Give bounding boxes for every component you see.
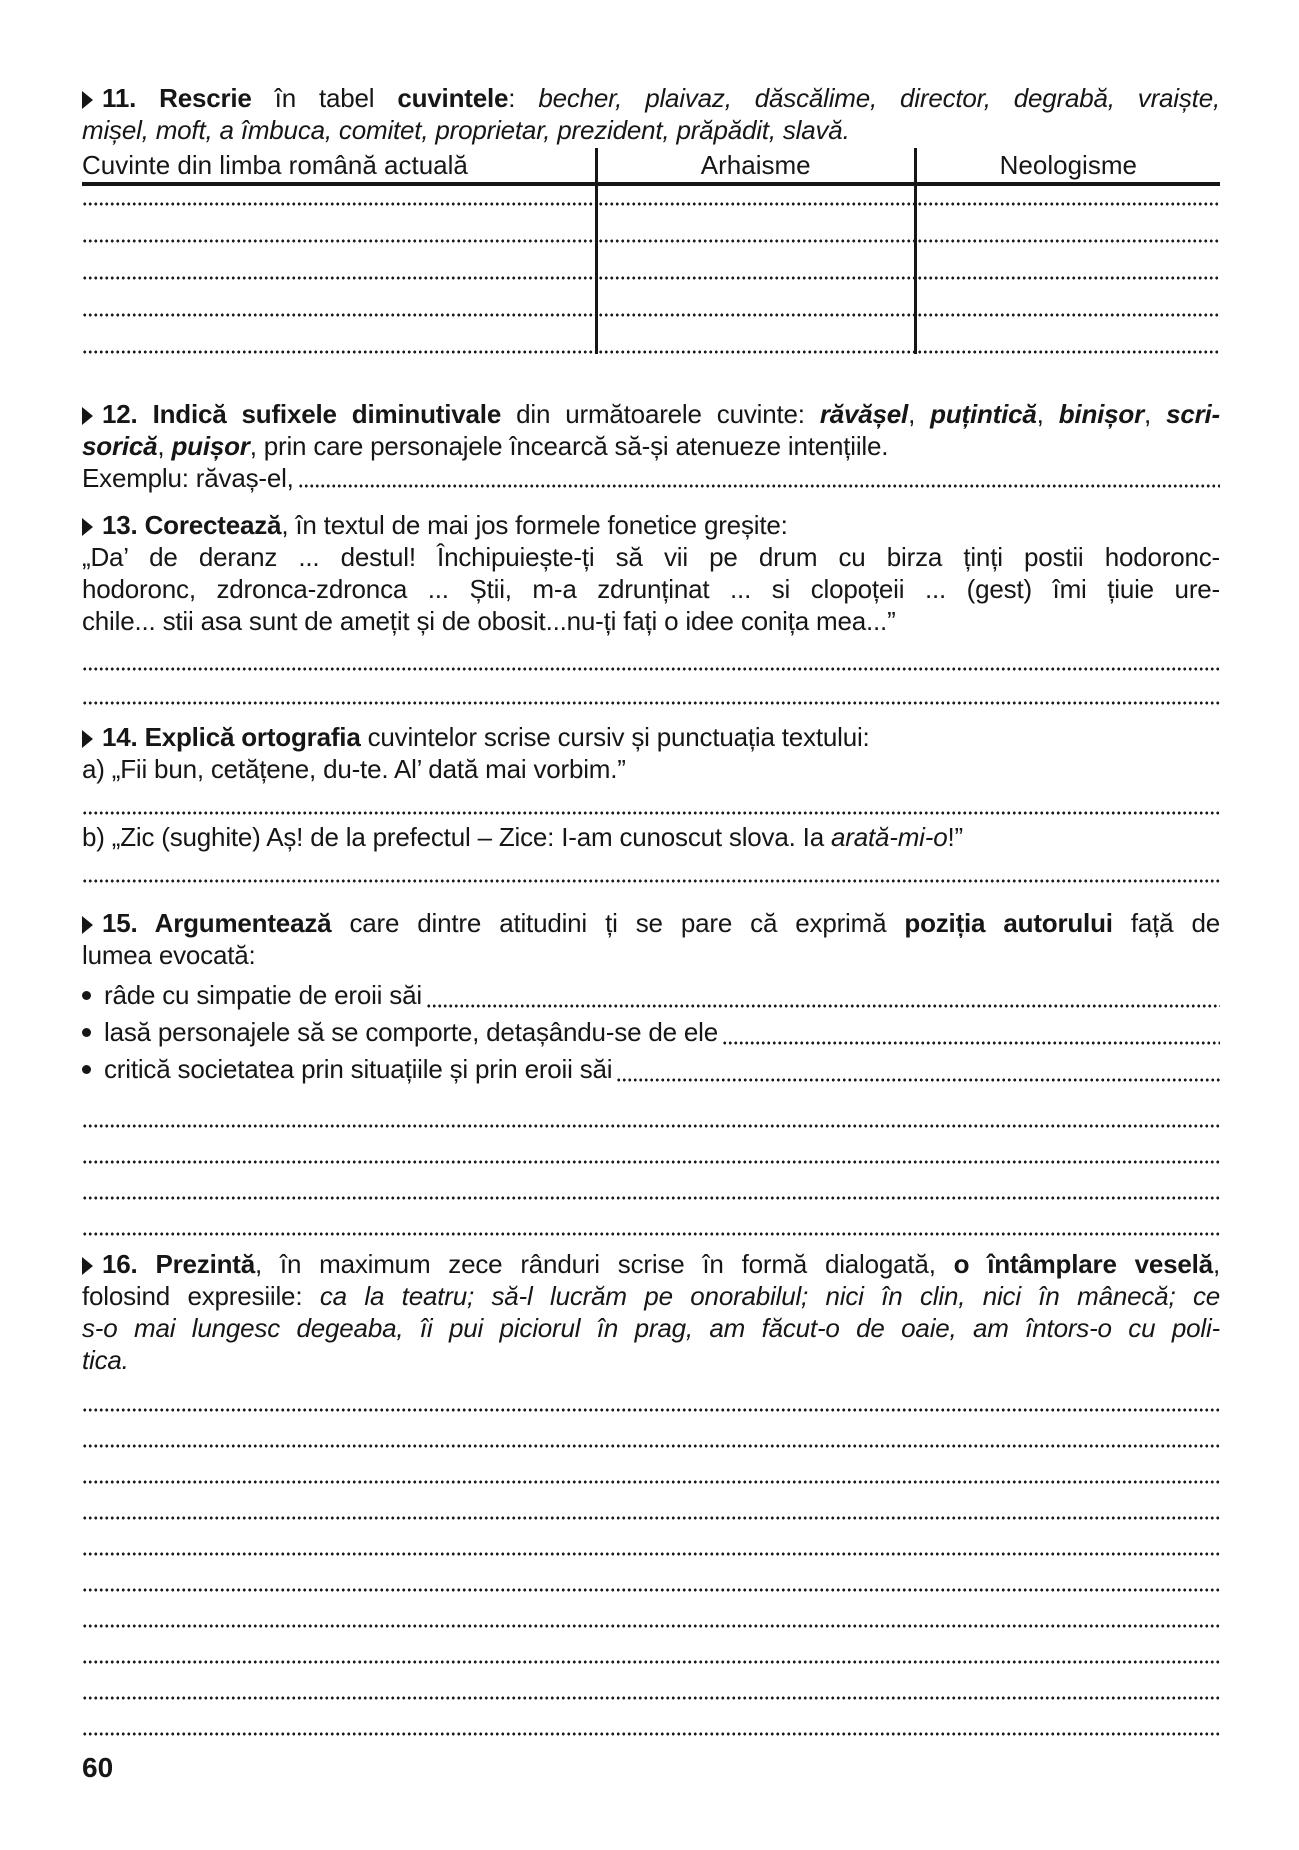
exercise-14-heading xyxy=(82,721,1220,753)
list-item xyxy=(82,1014,1220,1051)
exercise-14-item-a: a) „Fii bun, cetățene, du-te. Al’ dată mai vorbim.” xyxy=(82,754,626,784)
attitude-options xyxy=(82,977,1220,1088)
table-header-neologisms: Neologisme xyxy=(999,150,1137,180)
writing-line xyxy=(82,1412,1220,1448)
exercise-12-example-line xyxy=(82,462,1220,494)
exercise-marker-icon xyxy=(82,91,93,109)
exercise-14-heading-text: 14. Explică ortografia cuvintelor scrise cursiv și punctuația textului: xyxy=(102,722,870,752)
exercise-13-quote-line-3: chile... stii asa sunt de amețit și de obosit...nu-ți fați o idee conița mea...” xyxy=(82,606,896,636)
answer-dot-leader xyxy=(426,977,1220,1014)
example-label: Exemplu: răvaș-el, xyxy=(82,463,294,493)
classification-table xyxy=(82,148,1220,354)
writing-line xyxy=(82,1664,1220,1700)
writing-line xyxy=(82,1700,1220,1736)
table-row xyxy=(82,186,1220,206)
exercise-marker-icon xyxy=(82,407,93,425)
bullet-icon xyxy=(82,1065,91,1074)
exercise-16-line-4: tica. xyxy=(82,1345,129,1375)
exercise-13-quote-line-1: „Da’ de deranz ... destul! Închipuiește-ți să vii pe drum cu birza ținți postii hodoronc- xyxy=(82,542,1220,572)
exercise-16-line-3: s-o mai lungesc degeaba, îi pui piciorul în prag, am făcut-o de oaie, am întors-o cu poli- xyxy=(82,1313,1220,1343)
exercise-13-section xyxy=(82,509,1220,705)
exercise-16-section xyxy=(82,1248,1220,1736)
answer-dot-leader xyxy=(298,462,1220,494)
page-number: 60 xyxy=(82,1752,114,1783)
writing-line xyxy=(82,1556,1220,1592)
table-header-archaisms: Arhaisme xyxy=(595,148,917,182)
exercise-11-intro-line-1 xyxy=(82,82,1220,114)
writing-line xyxy=(82,671,1220,705)
writing-line xyxy=(82,853,1220,883)
writing-line xyxy=(82,1520,1220,1556)
exercise-12-section xyxy=(82,398,1220,494)
writing-line xyxy=(82,1448,1220,1484)
table-row xyxy=(82,317,1220,354)
writing-line xyxy=(82,1484,1220,1520)
writing-line xyxy=(82,1164,1220,1200)
writing-line xyxy=(82,1092,1220,1128)
writing-line xyxy=(82,1628,1220,1664)
exercise-12-text-1: 12. Indică sufixele diminutivale din următoarele cuvinte: răvășel, puțintică, binișor, scri- xyxy=(102,399,1220,429)
exercise-11-section xyxy=(82,82,1220,354)
exercise-14-item-b: b) „Zic (sughite) Aș! de la prefectul – Zice: I-am cunoscut slova. Ia arată-mi-o!” xyxy=(82,822,963,852)
table-header-row xyxy=(82,148,1220,186)
exercise-13-quote-line-2: hodoronc, zdronca-zdronca ... Știi, m-a zdrunținat ... si clopoțeii ... (gest) îmi țiuie ure- xyxy=(82,574,1220,604)
writing-line xyxy=(82,1592,1220,1628)
exercise-14-section xyxy=(82,721,1220,883)
exercise-16-line-1 xyxy=(82,1248,1220,1280)
option-text: critică societatea prin situațiile și prin eroii săi xyxy=(104,1054,613,1084)
exercise-16-line-2: folosind expresiile: ca la teatru; să-l lucrăm pe onorabilul; nici în clin, nici în mânecă; ce xyxy=(82,1281,1220,1311)
answer-lines xyxy=(82,1092,1220,1236)
list-item xyxy=(82,977,1220,1014)
table-row xyxy=(82,206,1220,243)
exercise-13-heading-text: 13. Corectează, în textul de mai jos formele fonetice greșite: xyxy=(102,510,788,540)
list-item xyxy=(82,1051,1220,1088)
writing-line xyxy=(82,1128,1220,1164)
exercise-marker-icon xyxy=(82,518,93,536)
exercise-13-heading xyxy=(82,509,1220,541)
writing-line xyxy=(82,1376,1220,1412)
exercise-11-intro-text-1: 11. Rescrie în tabel cuvintele: becher, plaivaz, dăscălime, director, degrabă, vraiște, xyxy=(102,83,1220,113)
answer-lines xyxy=(82,1376,1220,1736)
answer-dot-leader xyxy=(616,1051,1220,1088)
table-row xyxy=(82,243,1220,280)
exercise-15-section xyxy=(82,907,1220,1236)
exercise-15-line-1 xyxy=(82,907,1220,939)
writing-line xyxy=(82,785,1220,815)
writing-line xyxy=(82,637,1220,671)
bullet-icon xyxy=(82,1028,91,1037)
exercise-15-text-1: 15. Argumentează care dintre atitudini ți se pare că exprimă poziția autorului față de xyxy=(102,908,1220,938)
exercise-11-intro-line-2: mișel, moft, a îmbuca, comitet, proprietar, prezident, prăpădit, slavă. xyxy=(82,115,850,145)
exercise-marker-icon xyxy=(82,730,93,748)
exercise-marker-icon xyxy=(82,916,93,934)
option-text: lasă personajele să se comporte, detașându-se de ele xyxy=(104,1017,718,1047)
exercise-12-line-2: sorică, puișor, prin care personajele încearcă să-și atenueze intențiile. xyxy=(82,431,889,461)
exercise-12-line-1 xyxy=(82,398,1220,430)
bullet-icon xyxy=(82,991,91,1000)
writing-line xyxy=(82,1200,1220,1236)
exercise-15-line-2: lumea evocată: xyxy=(82,940,256,970)
answer-lines xyxy=(82,637,1220,705)
exercise-16-text-1: 16. Prezintă, în maximum zece rânduri scrise în formă dialogată, o întâmplare veselă, xyxy=(102,1249,1220,1279)
option-text: râde cu simpatie de eroii săi xyxy=(104,980,422,1010)
exercise-marker-icon xyxy=(82,1257,93,1275)
table-row xyxy=(82,280,1220,317)
answer-dot-leader xyxy=(722,1014,1220,1051)
table-header-current-words: Cuvinte din limba română actuală xyxy=(82,150,468,180)
